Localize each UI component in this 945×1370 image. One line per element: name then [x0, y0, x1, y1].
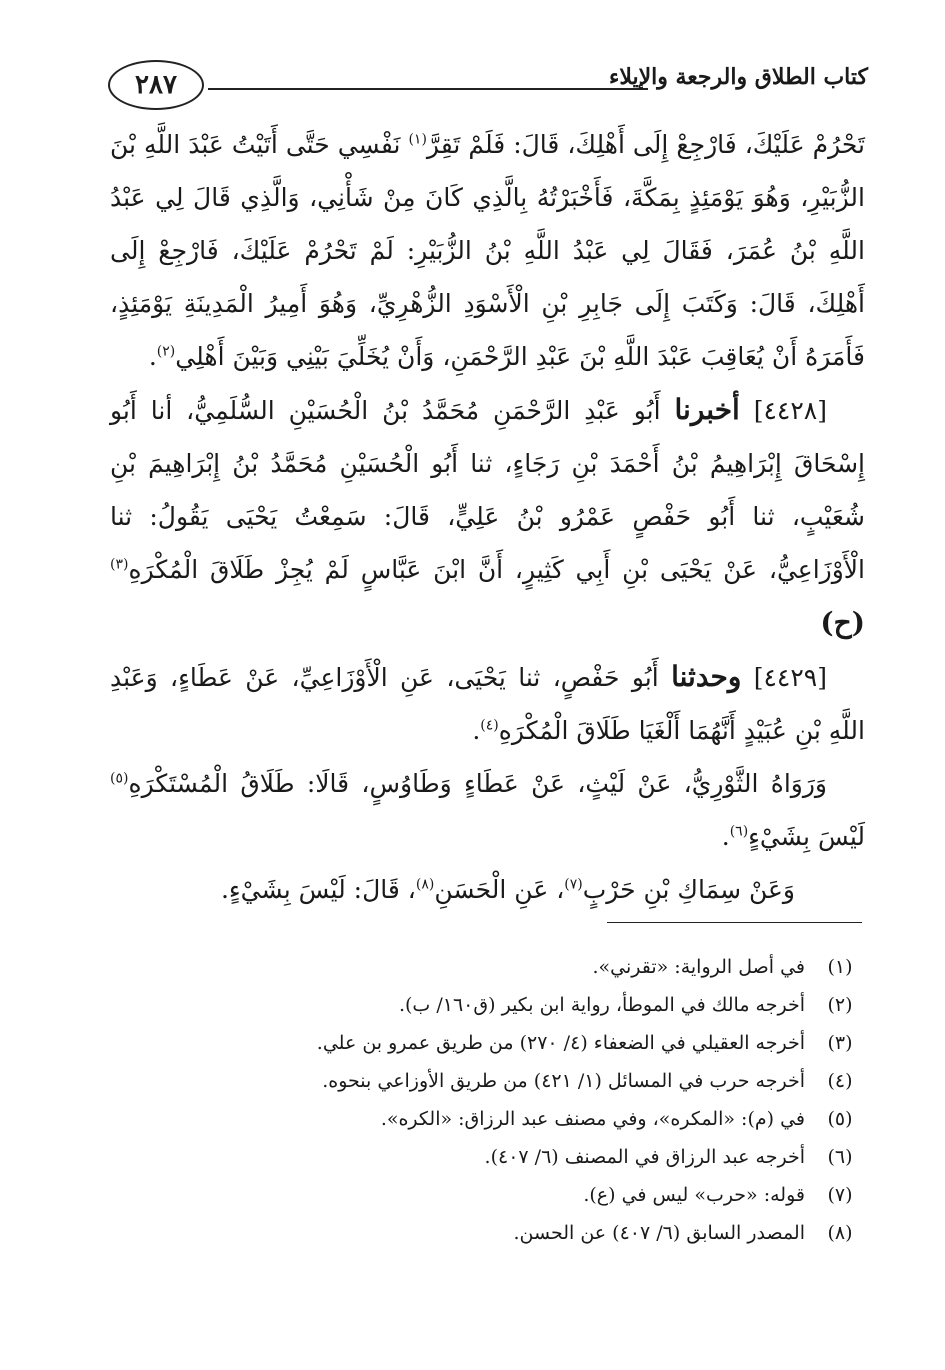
footnote-ref[interactable]: (٣) [110, 556, 129, 573]
paragraph-continuation [110, 118, 865, 383]
footnote-number: (٣) [827, 1032, 853, 1054]
footnote-number: (٥) [827, 1108, 853, 1130]
footnote [110, 1062, 865, 1100]
text-segment: ، قَالَ: لَيْسَ بِشَيْءٍ. [220, 875, 416, 904]
footnote-text: أخرجه العقيلي في الضعفاء (٤/ ٢٧٠) من طريق عمرو بن علي. [316, 1032, 805, 1054]
text-segment: لَيْسَ بِشَيْءٍ [748, 822, 865, 851]
footnote-text: في (م): «المكره»، وفي مصنف عبد الرزاق: «الكره». [380, 1108, 805, 1130]
hadith-number: [٤٤٢٨] [753, 396, 827, 425]
footnote-separator [607, 922, 862, 923]
footnote-text: أخرجه حرب في المسائل (١/ ٤٢١) من طريق الأوزاعي بنحوه. [322, 1070, 805, 1092]
text-segment: . [721, 822, 730, 851]
footnote-number: (٤) [827, 1070, 853, 1092]
transition-symbol: (ح) [820, 606, 865, 639]
book-title: كتاب الطلاق والرجعة والإيلاء [608, 64, 868, 90]
footnote-number: (٢) [827, 994, 853, 1016]
text-segment: ، عَنِ الْحَسَنِ [434, 875, 565, 904]
footnote-ref[interactable]: (٨) [415, 876, 435, 893]
footnote-number: (٧) [827, 1184, 853, 1206]
footnote-ref[interactable]: (٢) [156, 343, 176, 360]
footnote-number: (٨) [827, 1222, 853, 1244]
page-header [108, 58, 868, 118]
text-segment: أَبُو عَبْدِ الرَّحْمَنِ مُحَمَّدُ بْنُ الْحُسَيْنِ السُّلَمِيُّ، أنا أَبُو إِسْحَاقَ إِبْرَاهِيمُ بْنُ أَحْمَدَ بْنِ رَجَاءٍ، ثنا أَبُو الْحُسَيْنِ مُحَمَّدُ بْنُ إِبْرَاهِيمَ بْنِ شُعَيْبٍ، ثنا أَبُو حَفْصٍ عَمْرُو بْنُ عَلِيٍّ، قَالَ: سَمِعْتُ يَحْيَى يَقُولُ: ثنا الْأَوْزَاعِيُّ، عَنْ يَحْيَى بْنِ أَبِي كَثِيرٍ، أَنَّ ابْنَ عَبَّاسٍ لَمْ يُجِزْ طَلَاقَ الْمُكْرَهِ [110, 396, 865, 584]
page-number [108, 60, 204, 110]
narration-lead: وحدثنا [671, 660, 742, 693]
footnote-text: أخرجه مالك في الموطأ، رواية ابن بكير (ق١٦٠/ ب). [398, 994, 805, 1016]
text-segment: . [472, 716, 481, 745]
footnote [110, 1024, 865, 1062]
page-number-text: ٢٨٧ [135, 70, 177, 100]
hadith-4428 [110, 383, 865, 650]
text-segment: وَرَوَاهُ الثَّوْرِيُّ، عَنْ لَيْثٍ، عَنْ عَطَاءٍ وَطَاوُسٍ، قَالَا: طَلَاقُ الْمُسْتَكْرَهِ [128, 769, 827, 798]
footnotes [110, 948, 865, 1252]
footnote-ref[interactable]: (٤) [480, 717, 499, 734]
header-rule [208, 88, 648, 90]
text-segment: أَبُو حَفْصٍ، ثنا يَحْيَى، عَنِ الْأَوْزَاعِيِّ، عَنْ عَطَاءٍ، وَعَبْدِ اللَّهِ بْنِ عُبَيْدٍ أَنَّهُمَا أَلْغَيَا طَلَاقَ الْمُكْرَهِ [110, 663, 865, 745]
footnote-ref[interactable]: (٦) [729, 823, 749, 840]
footnote [110, 1214, 865, 1252]
hadith-number: [٤٤٢٩] [753, 663, 827, 692]
footnote-ref[interactable]: (٥) [110, 770, 129, 787]
footnote-text: المصدر السابق (٦/ ٤٠٧) عن الحسن. [513, 1222, 805, 1244]
hadith-4429 [110, 650, 865, 757]
footnote [110, 986, 865, 1024]
footnote [110, 1138, 865, 1176]
paragraph-simak [110, 863, 865, 916]
text-segment: . [148, 342, 157, 371]
footnote-text: أخرجه عبد الرزاق في المصنف (٦/ ٤٠٧). [484, 1146, 805, 1168]
paragraph-thawri [110, 757, 865, 863]
text-segment: تَحْرُمْ عَلَيْكَ، فَارْجِعْ إِلَى أَهْلِكَ، قَالَ: فَلَمْ تَقِرَّ [426, 130, 865, 159]
footnote [110, 948, 865, 986]
footnote-number: (١) [827, 956, 853, 978]
text-segment: نَفْسِي حَتَّى أَتَيْتُ عَبْدَ اللَّهِ بْنَ الزُّبَيْرِ، وَهُوَ يَوْمَئِذٍ بِمَكَّةَ، فَأَخْبَرْتُهُ بِالَّذِي كَانَ مِنْ شَأْنِي، وَالَّذِي قَالَ لِي عَبْدُ اللَّهِ بْنُ عُمَرَ، فَقَالَ لِي عَبْدُ اللَّهِ بْنُ الزُّبَيْرِ: لَمْ تَحْرُمْ عَلَيْكَ، فَارْجِعْ إِلَى أَهْلِكَ، قَالَ: وَكَتَبَ إِلَى جَابِرِ بْنِ الْأَسْوَدِ الزُّهْرِيِّ، وَهُوَ أَمِيرُ الْمَدِينَةِ يَوْمَئِذٍ، فَأَمَرَهُ أَنْ يُعَاقِبَ عَبْدَ اللَّهِ بْنَ عَبْدِ الرَّحْمَنِ، وَأَنْ يُخَلِّيَ بَيْنِي وَبَيْنَ أَهْلِي [110, 130, 865, 371]
footnote-ref[interactable]: (٧) [564, 876, 583, 893]
footnote-ref[interactable]: (١) [408, 131, 427, 148]
footnote-text: قوله: «حرب» ليس في (ع). [583, 1184, 805, 1206]
footnote-text: في أصل الرواية: «تقرني». [592, 956, 805, 978]
text-segment: وَعَنْ سِمَاكِ بْنِ حَرْبٍ [582, 875, 795, 904]
footnote [110, 1176, 865, 1214]
main-text [110, 118, 865, 916]
footnote-number: (٦) [827, 1146, 853, 1168]
narration-lead: أخبرنا [674, 393, 740, 426]
footnote [110, 1100, 865, 1138]
